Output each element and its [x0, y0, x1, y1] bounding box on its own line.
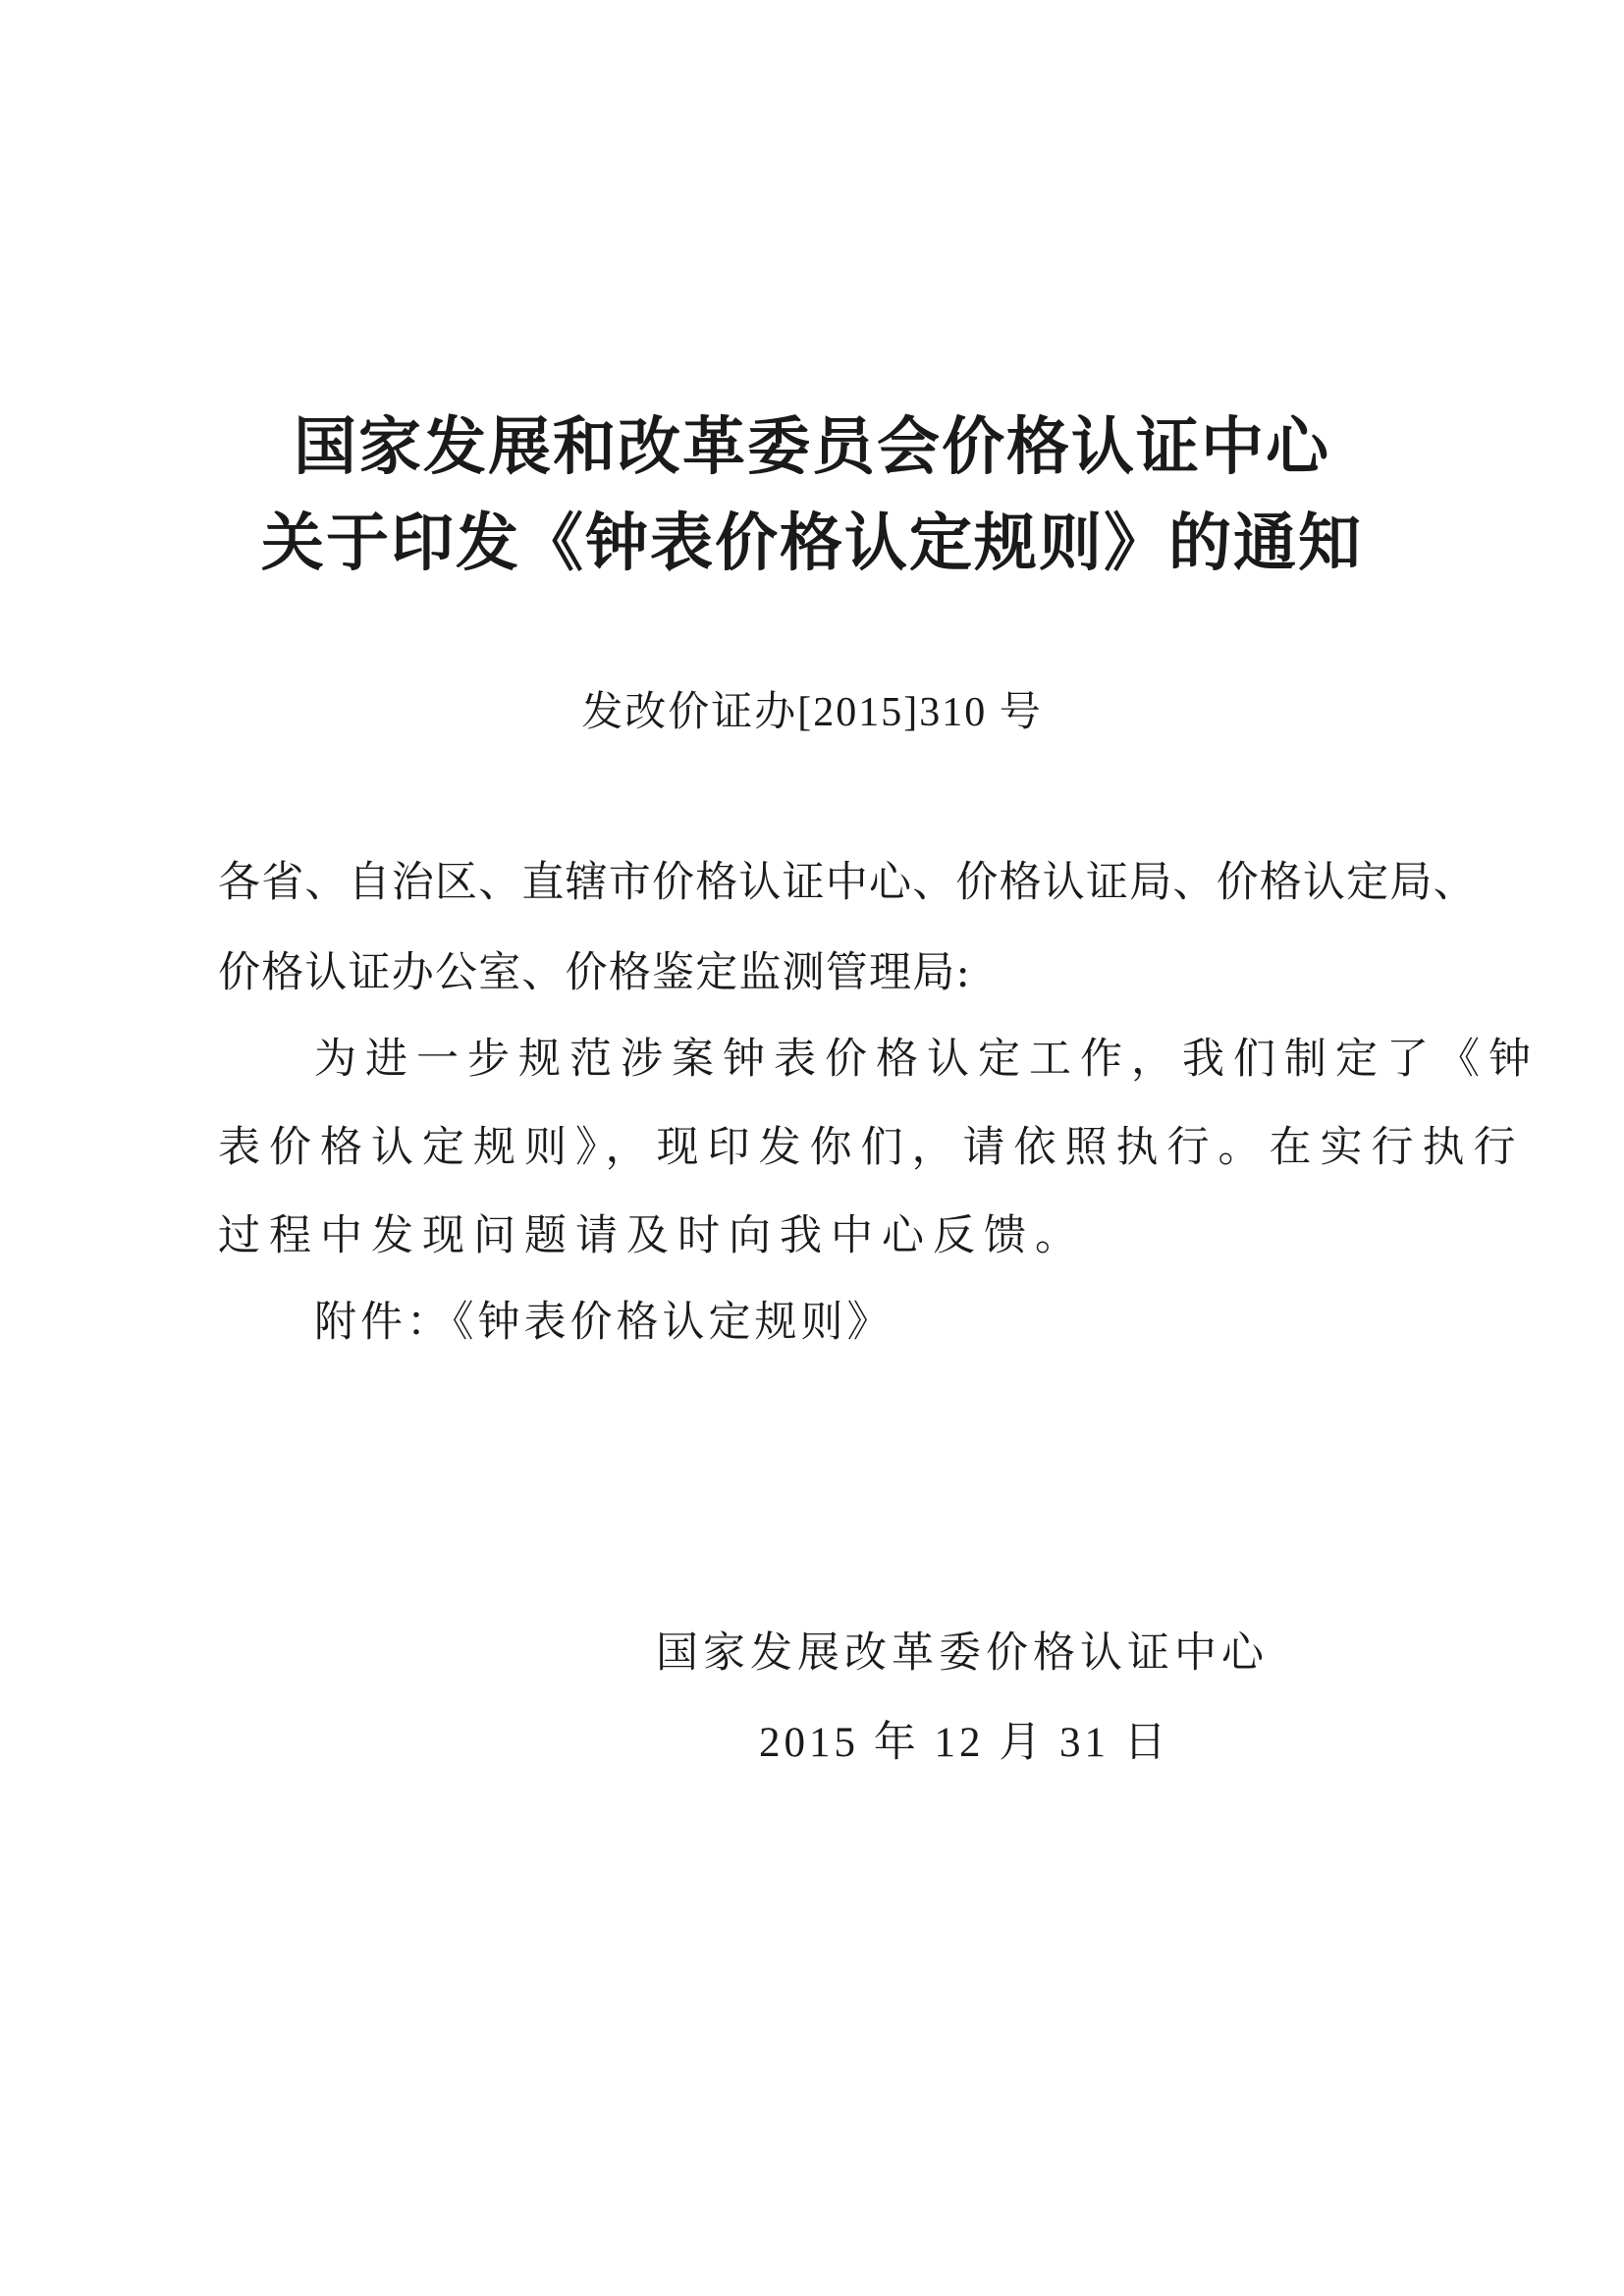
- addressee-line-1: 各省、自治区、直辖市价格认证中心、价格认证局、价格认定局、: [218, 858, 1477, 907]
- attachment-line: 附件：《钟表价格认定规则》: [314, 1298, 893, 1347]
- document-title-line-2: 关于印发《钟表价格认定规则》的通知: [261, 507, 1363, 580]
- addressee-line-2: 价格认证办公室、价格鉴定监测管理局:: [218, 948, 972, 997]
- document-title-line-1: 国家发展和改革委员会价格认证中心: [294, 410, 1330, 484]
- body-paragraph-line-3: 过程中发现问题请及时向我中心反馈。: [218, 1211, 1086, 1260]
- body-paragraph-line-2: 表价格认定规则》，现印发你们，请依照执行。在实行执行: [218, 1123, 1525, 1172]
- document-number: 发改价证办[2015]310 号: [581, 690, 1043, 735]
- signature-date: 2015 年 12 月 31 日: [759, 1720, 1170, 1766]
- signature-organization: 国家发展改革委价格认证中心: [656, 1629, 1269, 1678]
- body-paragraph-line-1: 为进一步规范涉案钟表价格认定工作，我们制定了《钟: [314, 1035, 1540, 1084]
